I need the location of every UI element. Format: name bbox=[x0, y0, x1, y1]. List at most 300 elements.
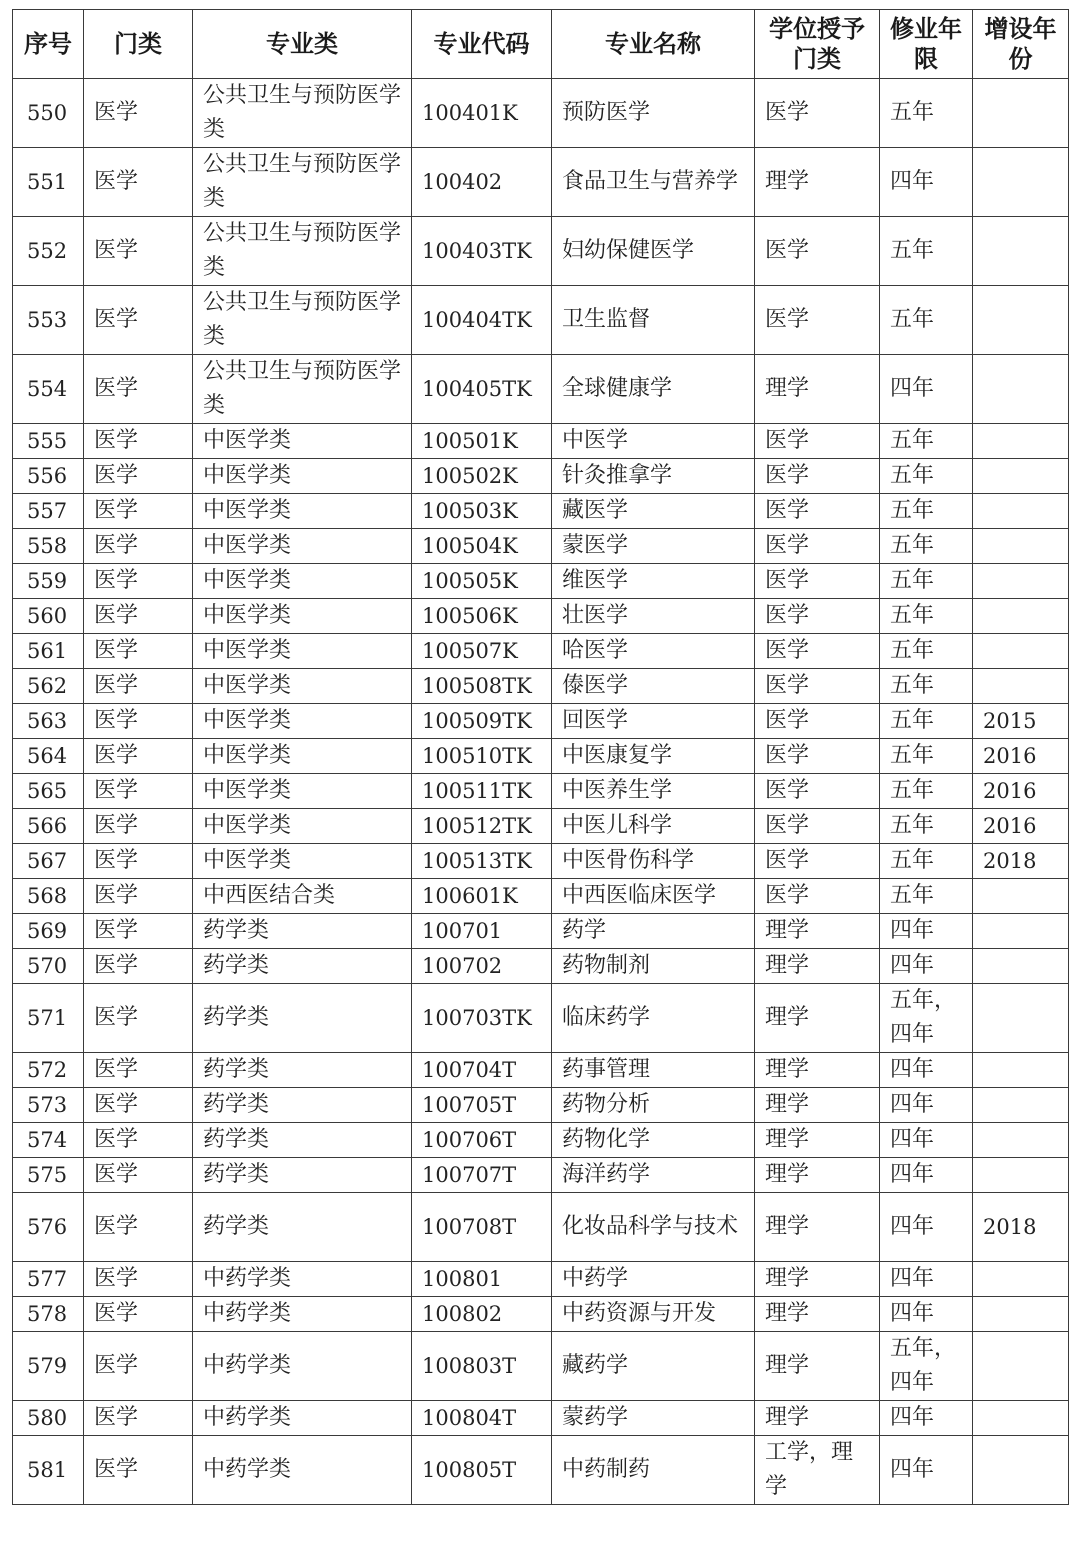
cell-code: 100803T bbox=[412, 1332, 552, 1401]
cell-name: 藏药学 bbox=[552, 1332, 755, 1401]
cell-code: 100512TK bbox=[412, 809, 552, 844]
cell-years: 五年 bbox=[880, 599, 973, 634]
cell-degree: 医学 bbox=[755, 879, 880, 914]
cell-name: 中药资源与开发 bbox=[552, 1297, 755, 1332]
cell-name: 药物化学 bbox=[552, 1123, 755, 1158]
cell-seq: 558 bbox=[13, 529, 84, 564]
cell-seq: 576 bbox=[13, 1193, 84, 1262]
cell-name: 针灸推拿学 bbox=[552, 459, 755, 494]
cell-name: 妇幼保健医学 bbox=[552, 217, 755, 286]
cell-category: 医学 bbox=[84, 494, 193, 529]
cell-seq: 577 bbox=[13, 1262, 84, 1297]
header-seq: 序号 bbox=[13, 10, 84, 79]
cell-name: 哈医学 bbox=[552, 634, 755, 669]
cell-years: 五年 bbox=[880, 217, 973, 286]
cell-added bbox=[973, 1297, 1069, 1332]
cell-seq: 573 bbox=[13, 1088, 84, 1123]
cell-class: 中医学类 bbox=[193, 459, 412, 494]
cell-added bbox=[973, 424, 1069, 459]
cell-seq: 553 bbox=[13, 286, 84, 355]
cell-degree: 医学 bbox=[755, 774, 880, 809]
cell-degree: 医学 bbox=[755, 459, 880, 494]
table-row bbox=[13, 424, 1069, 459]
cell-class: 公共卫生与预防医学类 bbox=[193, 217, 412, 286]
cell-added bbox=[973, 286, 1069, 355]
cell-class: 中药学类 bbox=[193, 1436, 412, 1505]
cell-code: 100503K bbox=[412, 494, 552, 529]
cell-seq: 556 bbox=[13, 459, 84, 494]
cell-seq: 581 bbox=[13, 1436, 84, 1505]
cell-code: 100805T bbox=[412, 1436, 552, 1505]
cell-code: 100504K bbox=[412, 529, 552, 564]
cell-years: 五年，四年 bbox=[880, 1332, 973, 1401]
cell-years: 五年 bbox=[880, 424, 973, 459]
table-row bbox=[13, 494, 1069, 529]
cell-degree: 理学 bbox=[755, 1053, 880, 1088]
cell-years: 五年 bbox=[880, 634, 973, 669]
cell-name: 药事管理 bbox=[552, 1053, 755, 1088]
table-row bbox=[13, 879, 1069, 914]
cell-code: 100511TK bbox=[412, 774, 552, 809]
cell-added bbox=[973, 1401, 1069, 1436]
cell-degree: 理学 bbox=[755, 1158, 880, 1193]
cell-category: 医学 bbox=[84, 844, 193, 879]
table-row bbox=[13, 564, 1069, 599]
cell-category: 医学 bbox=[84, 79, 193, 148]
table-row bbox=[13, 774, 1069, 809]
cell-category: 医学 bbox=[84, 949, 193, 984]
table-row bbox=[13, 1436, 1069, 1505]
table-row bbox=[13, 1401, 1069, 1436]
cell-seq: 574 bbox=[13, 1123, 84, 1158]
cell-code: 100508TK bbox=[412, 669, 552, 704]
cell-code: 100501K bbox=[412, 424, 552, 459]
cell-code: 100705T bbox=[412, 1088, 552, 1123]
cell-seq: 554 bbox=[13, 355, 84, 424]
majors-table-sheet bbox=[12, 9, 1068, 1505]
cell-class: 中药学类 bbox=[193, 1297, 412, 1332]
table-row bbox=[13, 529, 1069, 564]
cell-category: 医学 bbox=[84, 774, 193, 809]
table-row bbox=[13, 914, 1069, 949]
cell-class: 中药学类 bbox=[193, 1262, 412, 1297]
cell-class: 中医学类 bbox=[193, 634, 412, 669]
cell-code: 100801 bbox=[412, 1262, 552, 1297]
cell-class: 药学类 bbox=[193, 949, 412, 984]
cell-years: 五年，四年 bbox=[880, 984, 973, 1053]
cell-degree: 理学 bbox=[755, 1262, 880, 1297]
cell-seq: 563 bbox=[13, 704, 84, 739]
cell-degree: 医学 bbox=[755, 494, 880, 529]
cell-years: 四年 bbox=[880, 914, 973, 949]
cell-category: 医学 bbox=[84, 1193, 193, 1262]
cell-seq: 564 bbox=[13, 739, 84, 774]
cell-degree: 医学 bbox=[755, 424, 880, 459]
cell-category: 医学 bbox=[84, 739, 193, 774]
cell-code: 100509TK bbox=[412, 704, 552, 739]
cell-added bbox=[973, 148, 1069, 217]
cell-seq: 560 bbox=[13, 599, 84, 634]
cell-added bbox=[973, 634, 1069, 669]
cell-code: 100802 bbox=[412, 1297, 552, 1332]
cell-class: 中药学类 bbox=[193, 1401, 412, 1436]
cell-name: 壮医学 bbox=[552, 599, 755, 634]
cell-years: 五年 bbox=[880, 809, 973, 844]
cell-code: 100502K bbox=[412, 459, 552, 494]
cell-added bbox=[973, 1262, 1069, 1297]
cell-category: 医学 bbox=[84, 1088, 193, 1123]
cell-category: 医学 bbox=[84, 879, 193, 914]
cell-seq: 565 bbox=[13, 774, 84, 809]
cell-class: 中医学类 bbox=[193, 774, 412, 809]
cell-name: 全球健康学 bbox=[552, 355, 755, 424]
cell-years: 四年 bbox=[880, 1262, 973, 1297]
cell-class: 药学类 bbox=[193, 1053, 412, 1088]
table-row bbox=[13, 217, 1069, 286]
cell-code: 100702 bbox=[412, 949, 552, 984]
cell-seq: 550 bbox=[13, 79, 84, 148]
cell-years: 五年 bbox=[880, 774, 973, 809]
header-class: 专业类 bbox=[193, 10, 412, 79]
cell-years: 五年 bbox=[880, 529, 973, 564]
cell-seq: 551 bbox=[13, 148, 84, 217]
cell-added bbox=[973, 1123, 1069, 1158]
cell-added: 2015 bbox=[973, 704, 1069, 739]
cell-degree: 医学 bbox=[755, 739, 880, 774]
cell-class: 药学类 bbox=[193, 1123, 412, 1158]
cell-years: 四年 bbox=[880, 1401, 973, 1436]
cell-years: 四年 bbox=[880, 1053, 973, 1088]
cell-degree: 医学 bbox=[755, 529, 880, 564]
table-row bbox=[13, 669, 1069, 704]
cell-added: 2016 bbox=[973, 809, 1069, 844]
cell-years: 五年 bbox=[880, 564, 973, 599]
cell-category: 医学 bbox=[84, 1053, 193, 1088]
cell-name: 回医学 bbox=[552, 704, 755, 739]
cell-class: 中医学类 bbox=[193, 669, 412, 704]
cell-seq: 559 bbox=[13, 564, 84, 599]
cell-code: 100704T bbox=[412, 1053, 552, 1088]
cell-degree: 医学 bbox=[755, 286, 880, 355]
cell-category: 医学 bbox=[84, 564, 193, 599]
cell-code: 100706T bbox=[412, 1123, 552, 1158]
cell-class: 药学类 bbox=[193, 984, 412, 1053]
cell-category: 医学 bbox=[84, 1297, 193, 1332]
table-row bbox=[13, 739, 1069, 774]
cell-degree: 医学 bbox=[755, 844, 880, 879]
cell-class: 中医学类 bbox=[193, 844, 412, 879]
cell-code: 100510TK bbox=[412, 739, 552, 774]
table-row bbox=[13, 1297, 1069, 1332]
cell-years: 五年 bbox=[880, 79, 973, 148]
cell-degree: 理学 bbox=[755, 355, 880, 424]
cell-seq: 561 bbox=[13, 634, 84, 669]
cell-added bbox=[973, 1158, 1069, 1193]
cell-years: 四年 bbox=[880, 1436, 973, 1505]
cell-category: 医学 bbox=[84, 984, 193, 1053]
cell-added bbox=[973, 459, 1069, 494]
cell-seq: 578 bbox=[13, 1297, 84, 1332]
cell-category: 医学 bbox=[84, 914, 193, 949]
cell-added bbox=[973, 529, 1069, 564]
cell-name: 卫生监督 bbox=[552, 286, 755, 355]
cell-category: 医学 bbox=[84, 1158, 193, 1193]
cell-name: 海洋药学 bbox=[552, 1158, 755, 1193]
cell-years: 五年 bbox=[880, 286, 973, 355]
header-row bbox=[13, 10, 1069, 79]
cell-category: 医学 bbox=[84, 809, 193, 844]
cell-name: 化妆品科学与技术 bbox=[552, 1193, 755, 1262]
cell-name: 药物制剂 bbox=[552, 949, 755, 984]
cell-class: 中医学类 bbox=[193, 529, 412, 564]
cell-name: 中药学 bbox=[552, 1262, 755, 1297]
table-row bbox=[13, 1262, 1069, 1297]
cell-added bbox=[973, 599, 1069, 634]
cell-name: 中医康复学 bbox=[552, 739, 755, 774]
cell-category: 医学 bbox=[84, 217, 193, 286]
cell-added bbox=[973, 217, 1069, 286]
cell-category: 医学 bbox=[84, 424, 193, 459]
cell-class: 中医学类 bbox=[193, 809, 412, 844]
cell-degree: 医学 bbox=[755, 564, 880, 599]
cell-name: 傣医学 bbox=[552, 669, 755, 704]
cell-seq: 568 bbox=[13, 879, 84, 914]
cell-degree: 理学 bbox=[755, 148, 880, 217]
table-row bbox=[13, 949, 1069, 984]
cell-seq: 562 bbox=[13, 669, 84, 704]
cell-added: 2018 bbox=[973, 844, 1069, 879]
cell-degree: 医学 bbox=[755, 79, 880, 148]
cell-name: 中西医临床医学 bbox=[552, 879, 755, 914]
cell-added bbox=[973, 879, 1069, 914]
cell-years: 四年 bbox=[880, 1123, 973, 1158]
table-row bbox=[13, 634, 1069, 669]
cell-added bbox=[973, 79, 1069, 148]
cell-category: 医学 bbox=[84, 355, 193, 424]
cell-degree: 医学 bbox=[755, 704, 880, 739]
header-added: 增设年份 bbox=[973, 10, 1069, 79]
cell-added bbox=[973, 914, 1069, 949]
cell-category: 医学 bbox=[84, 599, 193, 634]
cell-years: 五年 bbox=[880, 494, 973, 529]
cell-code: 100403TK bbox=[412, 217, 552, 286]
cell-code: 100405TK bbox=[412, 355, 552, 424]
cell-name: 中医骨伤科学 bbox=[552, 844, 755, 879]
cell-seq: 552 bbox=[13, 217, 84, 286]
cell-code: 100402 bbox=[412, 148, 552, 217]
cell-code: 100505K bbox=[412, 564, 552, 599]
cell-class: 中医学类 bbox=[193, 424, 412, 459]
cell-class: 药学类 bbox=[193, 1088, 412, 1123]
cell-code: 100701 bbox=[412, 914, 552, 949]
cell-class: 中西医结合类 bbox=[193, 879, 412, 914]
cell-class: 药学类 bbox=[193, 914, 412, 949]
cell-code: 100506K bbox=[412, 599, 552, 634]
cell-category: 医学 bbox=[84, 1401, 193, 1436]
table-row bbox=[13, 1053, 1069, 1088]
cell-degree: 理学 bbox=[755, 1123, 880, 1158]
cell-class: 公共卫生与预防医学类 bbox=[193, 148, 412, 217]
table-row bbox=[13, 704, 1069, 739]
cell-category: 医学 bbox=[84, 669, 193, 704]
cell-added: 2016 bbox=[973, 739, 1069, 774]
cell-degree: 理学 bbox=[755, 1332, 880, 1401]
cell-seq: 555 bbox=[13, 424, 84, 459]
cell-name: 药学 bbox=[552, 914, 755, 949]
cell-class: 药学类 bbox=[193, 1193, 412, 1262]
cell-added bbox=[973, 355, 1069, 424]
cell-code: 100401K bbox=[412, 79, 552, 148]
cell-seq: 580 bbox=[13, 1401, 84, 1436]
cell-degree: 医学 bbox=[755, 809, 880, 844]
header-code: 专业代码 bbox=[412, 10, 552, 79]
table-row bbox=[13, 1332, 1069, 1401]
cell-added bbox=[973, 949, 1069, 984]
cell-added bbox=[973, 669, 1069, 704]
cell-years: 四年 bbox=[880, 1088, 973, 1123]
cell-name: 预防医学 bbox=[552, 79, 755, 148]
cell-degree: 工学，理学 bbox=[755, 1436, 880, 1505]
header-category: 门类 bbox=[84, 10, 193, 79]
cell-years: 四年 bbox=[880, 1193, 973, 1262]
cell-added bbox=[973, 1088, 1069, 1123]
cell-name: 蒙医学 bbox=[552, 529, 755, 564]
table-row bbox=[13, 844, 1069, 879]
table-row bbox=[13, 1123, 1069, 1158]
table-row bbox=[13, 148, 1069, 217]
cell-name: 中医儿科学 bbox=[552, 809, 755, 844]
cell-seq: 567 bbox=[13, 844, 84, 879]
cell-category: 医学 bbox=[84, 286, 193, 355]
cell-degree: 理学 bbox=[755, 1088, 880, 1123]
cell-code: 100404TK bbox=[412, 286, 552, 355]
cell-name: 蒙药学 bbox=[552, 1401, 755, 1436]
cell-code: 100507K bbox=[412, 634, 552, 669]
cell-category: 医学 bbox=[84, 459, 193, 494]
cell-years: 四年 bbox=[880, 355, 973, 424]
cell-degree: 理学 bbox=[755, 1193, 880, 1262]
cell-added bbox=[973, 1332, 1069, 1401]
cell-years: 五年 bbox=[880, 704, 973, 739]
cell-degree: 理学 bbox=[755, 1297, 880, 1332]
cell-code: 100708T bbox=[412, 1193, 552, 1262]
cell-years: 五年 bbox=[880, 879, 973, 914]
cell-years: 四年 bbox=[880, 1158, 973, 1193]
cell-name: 药物分析 bbox=[552, 1088, 755, 1123]
cell-class: 中医学类 bbox=[193, 564, 412, 599]
cell-class: 公共卫生与预防医学类 bbox=[193, 286, 412, 355]
cell-seq: 575 bbox=[13, 1158, 84, 1193]
cell-years: 四年 bbox=[880, 949, 973, 984]
cell-name: 维医学 bbox=[552, 564, 755, 599]
cell-name: 中医学 bbox=[552, 424, 755, 459]
cell-code: 100513TK bbox=[412, 844, 552, 879]
table-row bbox=[13, 286, 1069, 355]
cell-added bbox=[973, 1053, 1069, 1088]
cell-added: 2016 bbox=[973, 774, 1069, 809]
cell-category: 医学 bbox=[84, 148, 193, 217]
cell-class: 中医学类 bbox=[193, 704, 412, 739]
cell-seq: 572 bbox=[13, 1053, 84, 1088]
cell-category: 医学 bbox=[84, 1262, 193, 1297]
cell-name: 藏医学 bbox=[552, 494, 755, 529]
cell-name: 临床药学 bbox=[552, 984, 755, 1053]
cell-class: 中药学类 bbox=[193, 1332, 412, 1401]
cell-degree: 理学 bbox=[755, 1401, 880, 1436]
cell-class: 中医学类 bbox=[193, 739, 412, 774]
table-row bbox=[13, 355, 1069, 424]
table-header bbox=[13, 10, 1069, 79]
cell-added: 2018 bbox=[973, 1193, 1069, 1262]
cell-class: 药学类 bbox=[193, 1158, 412, 1193]
cell-class: 中医学类 bbox=[193, 599, 412, 634]
cell-years: 四年 bbox=[880, 148, 973, 217]
cell-added bbox=[973, 1436, 1069, 1505]
table-row bbox=[13, 1088, 1069, 1123]
table-row bbox=[13, 984, 1069, 1053]
table-body bbox=[13, 79, 1069, 1505]
cell-years: 五年 bbox=[880, 844, 973, 879]
cell-degree: 医学 bbox=[755, 217, 880, 286]
cell-seq: 579 bbox=[13, 1332, 84, 1401]
cell-degree: 理学 bbox=[755, 949, 880, 984]
cell-degree: 医学 bbox=[755, 634, 880, 669]
header-degree: 学位授予门类 bbox=[755, 10, 880, 79]
cell-degree: 理学 bbox=[755, 914, 880, 949]
cell-seq: 571 bbox=[13, 984, 84, 1053]
cell-category: 医学 bbox=[84, 634, 193, 669]
cell-name: 中医养生学 bbox=[552, 774, 755, 809]
header-years: 修业年限 bbox=[880, 10, 973, 79]
cell-class: 公共卫生与预防医学类 bbox=[193, 355, 412, 424]
cell-code: 100601K bbox=[412, 879, 552, 914]
cell-name: 食品卫生与营养学 bbox=[552, 148, 755, 217]
cell-class: 公共卫生与预防医学类 bbox=[193, 79, 412, 148]
cell-category: 医学 bbox=[84, 704, 193, 739]
cell-years: 四年 bbox=[880, 1297, 973, 1332]
table-row bbox=[13, 809, 1069, 844]
cell-code: 100707T bbox=[412, 1158, 552, 1193]
cell-years: 五年 bbox=[880, 669, 973, 704]
table-row bbox=[13, 1193, 1069, 1262]
cell-category: 医学 bbox=[84, 529, 193, 564]
cell-seq: 569 bbox=[13, 914, 84, 949]
cell-code: 100804T bbox=[412, 1401, 552, 1436]
cell-added bbox=[973, 564, 1069, 599]
cell-degree: 医学 bbox=[755, 669, 880, 704]
header-name: 专业名称 bbox=[552, 10, 755, 79]
table-row bbox=[13, 459, 1069, 494]
cell-added bbox=[973, 984, 1069, 1053]
majors-table bbox=[12, 9, 1069, 1505]
table-row bbox=[13, 599, 1069, 634]
cell-class: 中医学类 bbox=[193, 494, 412, 529]
cell-added bbox=[973, 494, 1069, 529]
cell-seq: 566 bbox=[13, 809, 84, 844]
cell-seq: 557 bbox=[13, 494, 84, 529]
cell-degree: 医学 bbox=[755, 599, 880, 634]
cell-name: 中药制药 bbox=[552, 1436, 755, 1505]
cell-seq: 570 bbox=[13, 949, 84, 984]
table-row bbox=[13, 1158, 1069, 1193]
cell-category: 医学 bbox=[84, 1123, 193, 1158]
cell-code: 100703TK bbox=[412, 984, 552, 1053]
cell-category: 医学 bbox=[84, 1436, 193, 1505]
cell-degree: 理学 bbox=[755, 984, 880, 1053]
table-row bbox=[13, 79, 1069, 148]
cell-years: 五年 bbox=[880, 459, 973, 494]
cell-years: 五年 bbox=[880, 739, 973, 774]
